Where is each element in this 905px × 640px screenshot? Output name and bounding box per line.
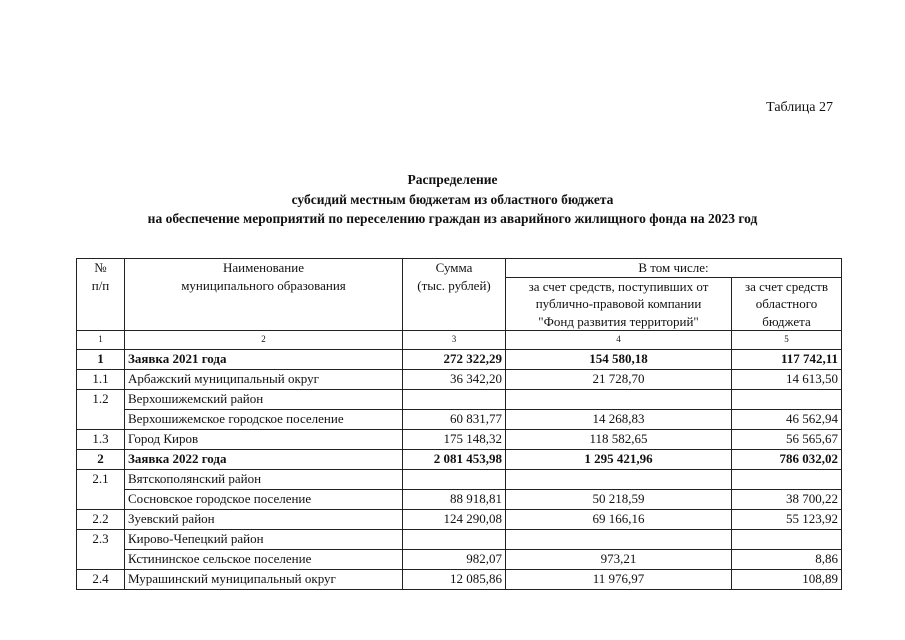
row-regional: 55 123,92 xyxy=(732,509,842,529)
table-row xyxy=(77,389,842,409)
empty-cell xyxy=(506,389,732,409)
row-regional: 117 742,11 xyxy=(732,349,842,369)
row-sum: 124 290,08 xyxy=(403,509,506,529)
row-num: 2.2 xyxy=(77,509,125,529)
table-row xyxy=(77,529,842,549)
empty-cell xyxy=(403,529,506,549)
empty-cell xyxy=(403,389,506,409)
header-sum: Сумма (тыс. рублей) xyxy=(403,259,506,331)
col-number: 3 xyxy=(403,331,506,350)
row-name: Зуевский район xyxy=(125,509,403,529)
table-row xyxy=(77,429,842,449)
column-number-row xyxy=(77,331,842,350)
row-name: Город Киров xyxy=(125,429,403,449)
empty-cell xyxy=(732,469,842,489)
row-subname: Сосновское городское поселение xyxy=(125,489,403,509)
table-row xyxy=(77,369,842,389)
row-fund: 14 268,83 xyxy=(506,409,732,429)
row-regional: 108,89 xyxy=(732,569,842,589)
row-fund: 154 580,18 xyxy=(506,349,732,369)
empty-cell xyxy=(506,469,732,489)
row-sum: 12 085,86 xyxy=(403,569,506,589)
row-name: Верхошижемский район xyxy=(125,389,403,409)
row-sum: 982,07 xyxy=(403,549,506,569)
header-name: Наименование муниципального образования xyxy=(125,259,403,331)
empty-cell xyxy=(506,529,732,549)
row-regional: 8,86 xyxy=(732,549,842,569)
title-line-1: Распределение xyxy=(407,172,498,187)
document-title xyxy=(0,170,905,229)
table-row xyxy=(77,449,842,469)
header-fund: за счет средств, поступивших от публично-правовой компании "Фонд развития территорий" xyxy=(506,277,732,331)
col-number: 5 xyxy=(732,331,842,350)
empty-cell xyxy=(403,469,506,489)
empty-cell xyxy=(732,529,842,549)
row-name: Арбажский муниципальный округ xyxy=(125,369,403,389)
subsidy-distribution-table xyxy=(76,258,842,590)
row-sum: 272 322,29 xyxy=(403,349,506,369)
row-name: Вятскополянский район xyxy=(125,469,403,489)
row-regional: 38 700,22 xyxy=(732,489,842,509)
row-name: Заявка 2021 года xyxy=(125,349,403,369)
row-fund: 118 582,65 xyxy=(506,429,732,449)
table-row xyxy=(77,469,842,489)
row-num: 1.1 xyxy=(77,369,125,389)
row-num: 2.1 xyxy=(77,469,125,509)
title-line-3: на обеспечение мероприятий по переселению граждан из аварийного жилищного фонда на 2023 год xyxy=(147,211,758,226)
row-fund: 973,21 xyxy=(506,549,732,569)
row-regional: 56 565,67 xyxy=(732,429,842,449)
table-number-label: Таблица 27 xyxy=(766,100,833,115)
row-regional: 14 613,50 xyxy=(732,369,842,389)
table-header-row xyxy=(77,259,842,278)
title-line-2: субсидий местным бюджетам из областного бюджета xyxy=(291,191,614,207)
col-number: 2 xyxy=(125,331,403,350)
row-num: 2 xyxy=(77,449,125,469)
row-num: 2.4 xyxy=(77,569,125,589)
row-sum: 175 148,32 xyxy=(403,429,506,449)
row-fund: 11 976,97 xyxy=(506,569,732,589)
row-num: 1 xyxy=(77,349,125,369)
header-num: № п/п xyxy=(77,259,125,331)
row-fund: 69 166,16 xyxy=(506,509,732,529)
header-regional: за счет средств областного бюджета xyxy=(732,277,842,331)
row-sum: 36 342,20 xyxy=(403,369,506,389)
row-subname: Кстининское сельское поселение xyxy=(125,549,403,569)
row-fund: 21 728,70 xyxy=(506,369,732,389)
row-sum: 2 081 453,98 xyxy=(403,449,506,469)
row-subname: Верхошижемское городское поселение xyxy=(125,409,403,429)
row-num: 2.3 xyxy=(77,529,125,569)
table-row xyxy=(77,509,842,529)
table-row xyxy=(77,549,842,569)
row-name: Заявка 2022 года xyxy=(125,449,403,469)
header-including: В том числе: xyxy=(506,259,842,278)
row-sum: 88 918,81 xyxy=(403,489,506,509)
table-row xyxy=(77,349,842,369)
row-num: 1.2 xyxy=(77,389,125,429)
row-regional: 786 032,02 xyxy=(732,449,842,469)
row-num: 1.3 xyxy=(77,429,125,449)
row-fund: 1 295 421,96 xyxy=(506,449,732,469)
row-name: Мурашинский муниципальный округ xyxy=(125,569,403,589)
row-fund: 50 218,59 xyxy=(506,489,732,509)
table-row xyxy=(77,569,842,589)
row-name: Кирово-Чепецкий район xyxy=(125,529,403,549)
row-sum: 60 831,77 xyxy=(403,409,506,429)
table-row xyxy=(77,489,842,509)
table-row xyxy=(77,409,842,429)
empty-cell xyxy=(732,389,842,409)
row-regional: 46 562,94 xyxy=(732,409,842,429)
col-number: 4 xyxy=(506,331,732,350)
col-number: 1 xyxy=(77,331,125,350)
